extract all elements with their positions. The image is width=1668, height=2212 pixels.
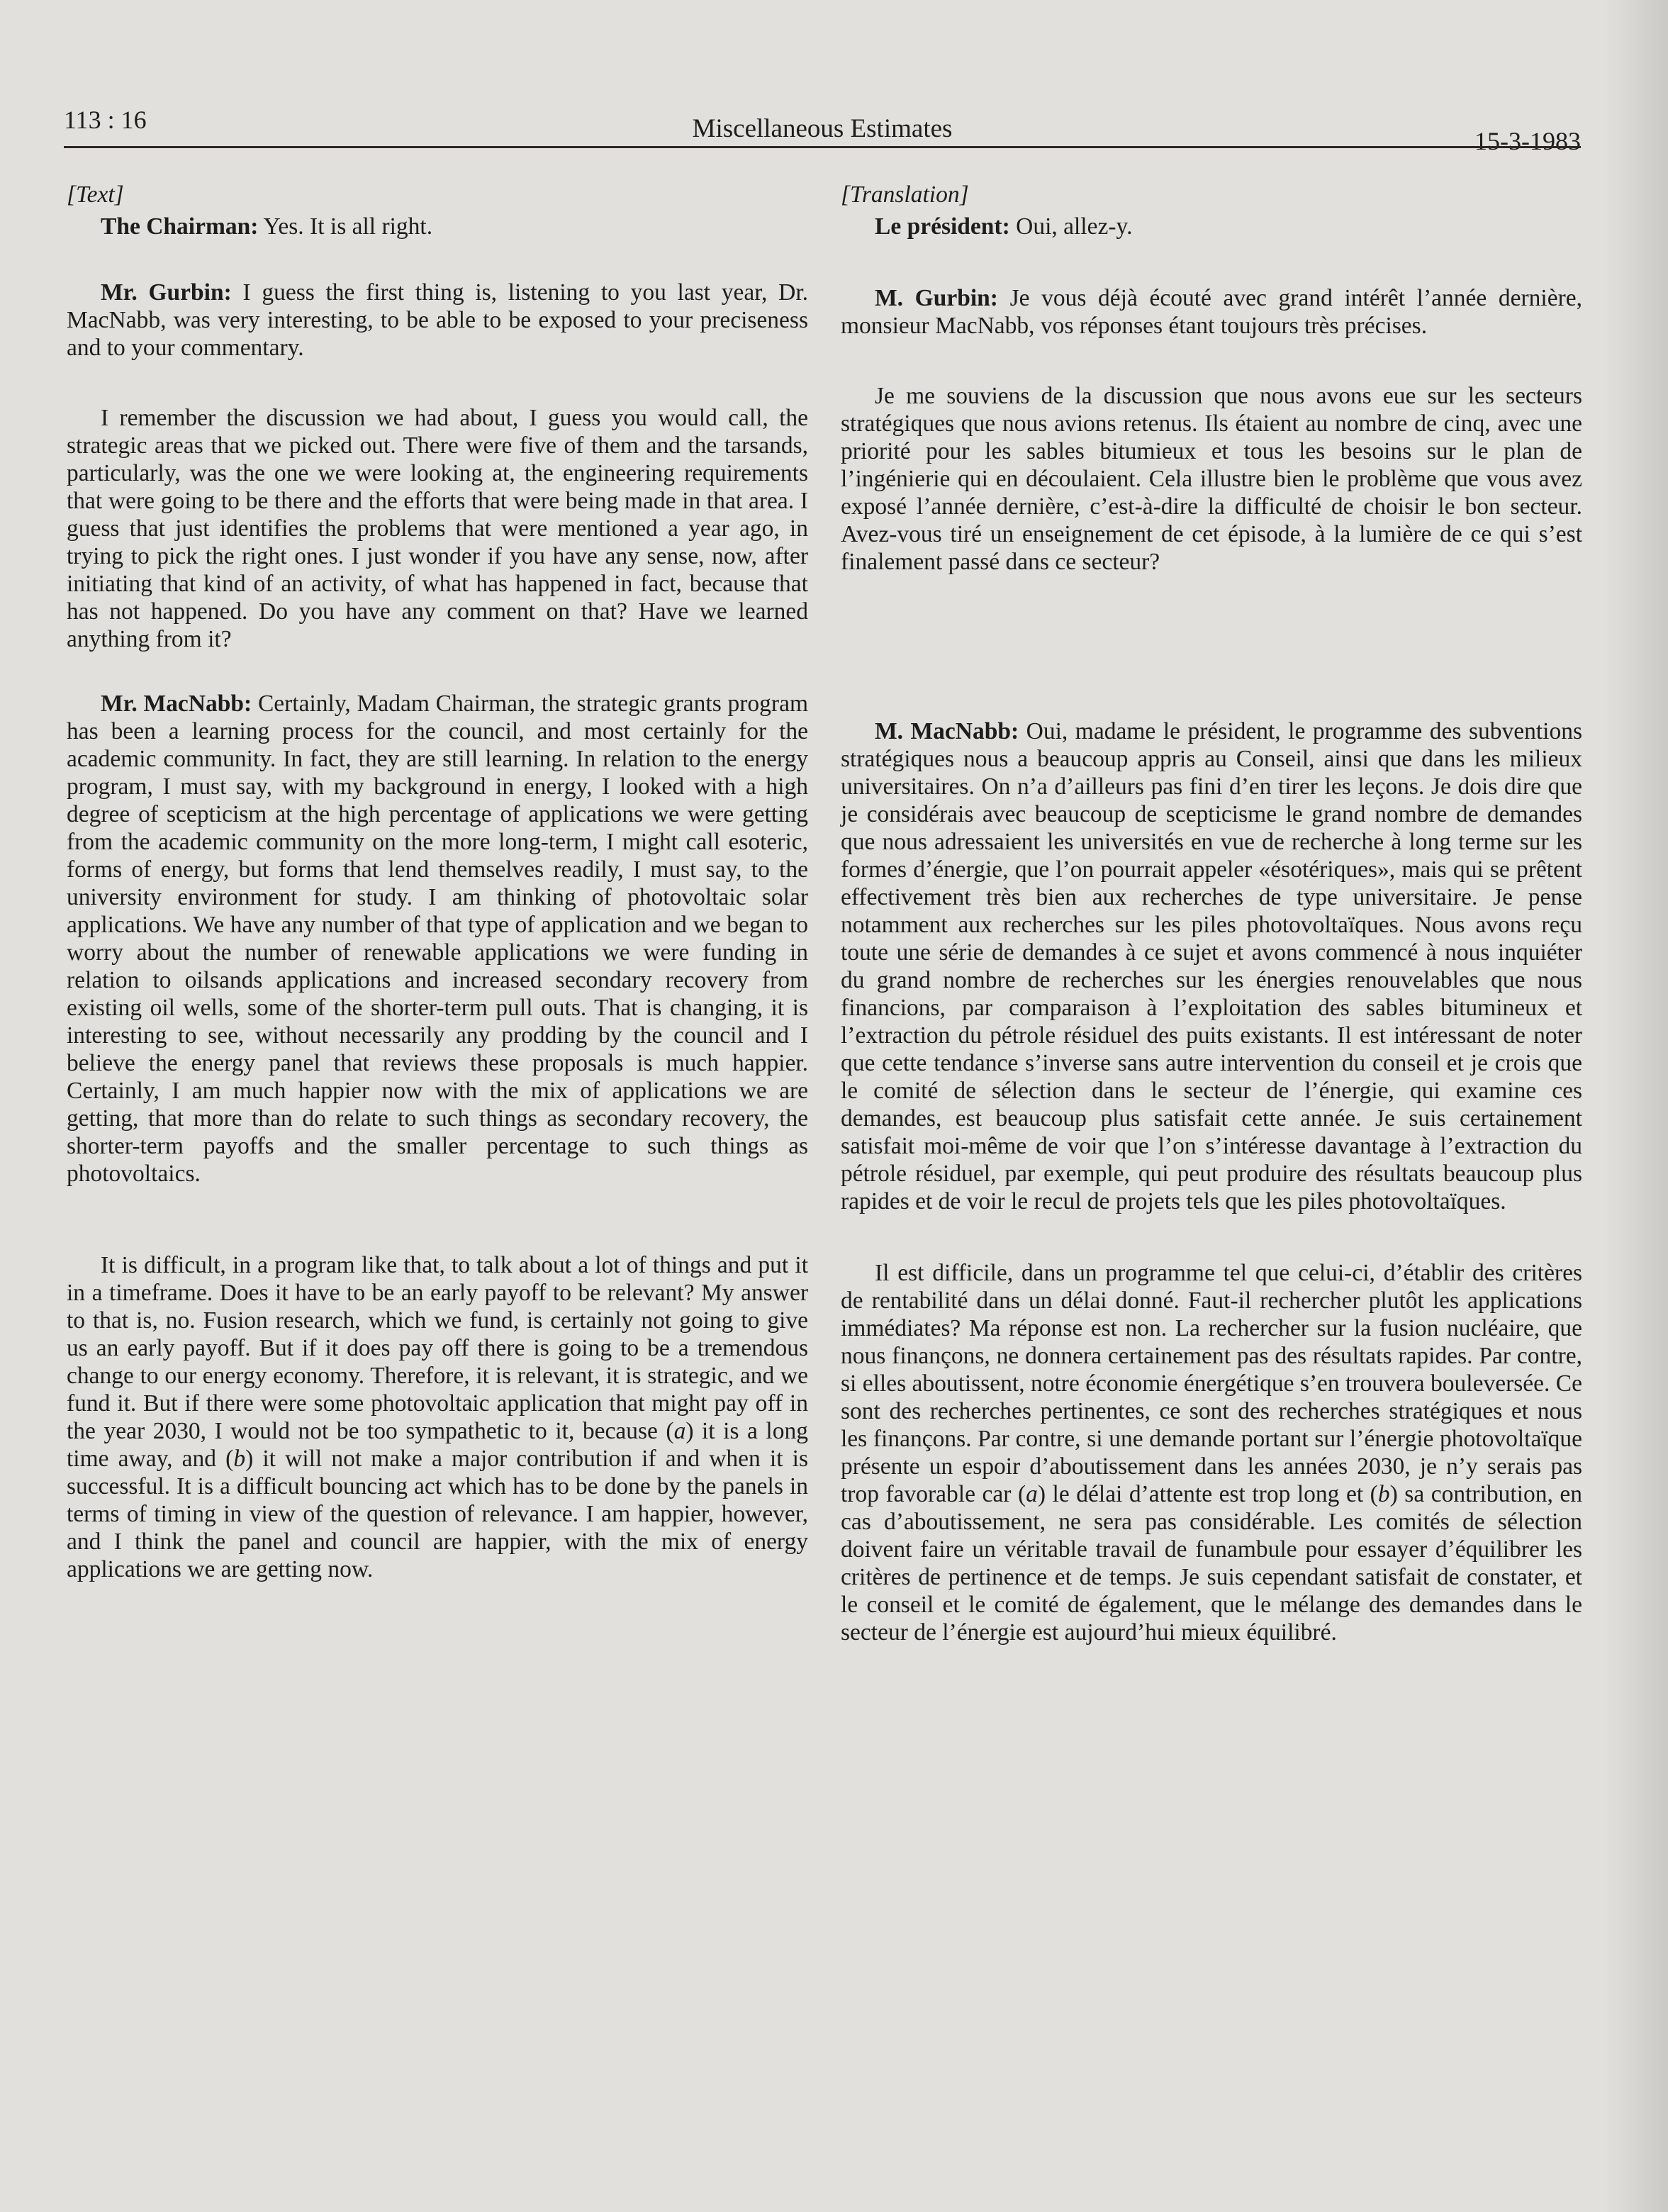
french-column — [841, 181, 1582, 1646]
paragraph-text: ) it is a long time away, and ( — [67, 1418, 808, 1472]
speaker-name: Mr. MacNabb: — [101, 691, 252, 717]
paragraph-macnabb — [841, 717, 1582, 1215]
column-label-text: [Text] — [67, 181, 124, 208]
page-number: 113 : 16 — [64, 106, 147, 134]
page-date: 15-3-1983 — [1474, 127, 1581, 155]
speaker-name: M. MacNabb: — [875, 718, 1019, 744]
column-label-translation: [Translation] — [841, 181, 969, 208]
page-edge-shadow — [1604, 0, 1668, 2212]
paragraph-chairman — [67, 213, 808, 240]
paragraph-text: I guess the first thing is, listening to you last year, Dr. MacNabb, was very interesting, to be able to be exposed to your preciseness and to your commentary. — [67, 279, 808, 361]
speaker-name: M. Gurbin: — [875, 285, 998, 311]
paragraph-text: ) le délai d’attente est trop long et ( — [1037, 1481, 1378, 1507]
paragraph-macnabb — [67, 690, 808, 1188]
paragraph-gurbin — [67, 279, 808, 362]
paragraph-text: Je vous déjà écouté avec grand intérêt l’année dernière, monsieur MacNabb, vos réponses étant toujours très précises. — [841, 285, 1582, 339]
paragraph-text: I remember the discussion we had about, I guess you would call, the strategic areas that we picked out. There were five of them and the tarsands, particularly, was the one we were looking at, the engineering requirements that were going to be there and the efforts that were being made in that area. I guess that just identifies the problems that were mentioned a year ago, in trying to pick the right ones. I just wonder if you have any sense, now, after initiating that kind of an activity, of what has happened in fact, because that has not happened. Do you have any comment on that? Have we learned anything from it? — [67, 405, 808, 652]
paragraph-president — [841, 213, 1582, 240]
italic-letter: b — [233, 1446, 246, 1472]
paragraph-gurbin-continued — [67, 404, 808, 653]
page-title: Miscellaneous Estimates — [692, 114, 953, 143]
header-rule — [64, 146, 1581, 148]
paragraph-text: ) it will not make a major contribution if and when it is successful. It is a difficult bouncing act which has to be done by the panels in terms of timing in view of the question of relevance. I am happier, however, and I think the panel and council are happier, with the mix of energy applications we are getting now. — [67, 1446, 808, 1582]
paragraph-text: Il est difficile, dans un programme tel que celui-ci, d’établir des critères de rentabilité dans un délai donné. Faut-il rechercher plutôt les applications immédiates? Ma réponse est non. La rechercher sur la fusion nucléaire, que nous finançons, ne donnera certainement pas des résultats rapides. Par contre, si elles aboutissent, notre économie énergétique s’en trouvera bouleversée. Ce sont des recherches pertinentes, ce sont des recherches stratégiques et nous les finançons. Par contre, si une demande portant sur l’énergie photovoltaïque présente un espoir d’aboutissement dans les années 2030, je n’y serais pas trop favorable car ( — [841, 1260, 1582, 1507]
paragraph-gurbin-continued — [841, 382, 1582, 576]
italic-letter: b — [1377, 1481, 1390, 1507]
paragraph-text: It is difficult, in a program like that, to talk about a lot of things and put it in a timeframe. Does it have to be an early payoff to be relevant? My answer to that is, no. Fusion research, which we fund, is certainly not going to give us an early payoff. But if it does pay off there is going to be a tremendous change to our energy economy. Therefore, it is relevant, it is strategic, and we fund it. But if there were some photovoltaic application that might pay off in the year 2030, I would not be too sympathetic to it, because ( — [67, 1252, 808, 1444]
paragraph-text: Oui, madame le président, le programme des subventions stratégiques nous a beaucoup appris au Conseil, ainsi que dans les milieux universitaires. On n’a d’ailleurs pas fini d’en tirer les leçons. Je dois dire que je considérais avec beaucoup de scepticisme le grand nombre de demandes que nous adressaient les universités en vue de recherche à long terme sur les formes d’énergie, que l’on pourrait appeler «ésotériques», mais qui se prêtent effectivement très bien aux recherches de type universitaire. Je pense notamment aux recherches sur les piles photovoltaïques. Nous avons reçu toute une série de demandes à ce sujet et avons commencé à nous inquiéter du grand nombre de recherches sur les énergies renouvelables que nous financions, par comparaison à l’exploitation des sables bitumineux et l’extraction du pétrole résiduel des puits existants. Il est intéressant de noter que cette tendance s’inverse sans autre intervention du conseil et je crois que le comité de sélection dans le secteur de l’énergie, qui examine ces demandes, est beaucoup plus satisfait cette année. Je suis certainement satisfait moi-même de voir que l’on s’intéresse davantage à l’extraction du pétrole résiduel, par exemple, qui peut produire des résultats beaucoup plus rapides et de voir le recul de projets tels que les piles photovoltaïques. — [841, 718, 1583, 1214]
paragraph-text: Yes. It is all right. — [258, 213, 433, 240]
paragraph-text: Certainly, Madam Chairman, the strategic grants program has been a learning process for the council, and most certainly for the academic community. In fact, they are still learning. In relation to the energy program, I must say, with my background in energy, I looked with a high degree of scepticism at the high percentage of applications we were getting from the academic community on the more long-term, I might call esoteric, forms of energy, but forms that lend themselves readily, I must say, to the university environment for study. I am thinking of photovoltaic solar applications. We have any number of that type of application and we began to worry about the number of renewable applications we were funding in relation to oilsands applications and increased secondary recovery from existing oil wells, some of the shorter-term pull outs. That is changing, it is interesting to see, without necessarily any prodding by the council and I believe the energy panel that reviews these proposals is much happier. Certainly, I am much happier now with the mix of applications we are getting, that more than do relate to such things as secondary recovery, the shorter-term payoffs and the smaller percentage to such things as photovoltaics. — [67, 691, 808, 1187]
paragraph-macnabb-continued — [841, 1259, 1582, 1646]
paragraph-text: Oui, allez-y. — [1009, 213, 1133, 240]
paragraph-text: ) sa contribution, en cas d’aboutissement, ne sera pas considérable. Les comités de sélection doivent faire un véritable travail de funambule pour essayer d’équilibrer les critères de pertinence et de temps. Je suis cependant satisfait de constater, et le conseil et le comité de également, que le mélange des demandes dans le secteur de l’énergie est aujourd’hui mieux équilibré. — [841, 1481, 1583, 1646]
paragraph-gurbin — [841, 284, 1582, 340]
paragraph-macnabb-continued — [67, 1251, 808, 1583]
italic-letter: a — [1026, 1481, 1038, 1507]
italic-letter: a — [673, 1418, 686, 1444]
speaker-name: Mr. Gurbin: — [101, 279, 232, 306]
speaker-name: The Chairman: — [101, 213, 259, 240]
speaker-name: Le président: — [875, 213, 1010, 240]
english-column — [67, 181, 808, 1583]
paragraph-text: Je me souviens de la discussion que nous avons eue sur les secteurs stratégiques que nous avions retenus. Ils étaient au nombre de cinq, avec une priorité pour les sables bitumieux et tous les besoins sur le plan de l’ingénierie qui en découlaient. Cela illustre bien le problème que vous avez exposé l’année dernière, c’est-à-dire la difficulté de choisir le bon secteur. Avez-vous tiré un enseignement de cet épisode, à la lumière de ce qui s’est finalement passé dans ce secteur? — [841, 383, 1582, 575]
